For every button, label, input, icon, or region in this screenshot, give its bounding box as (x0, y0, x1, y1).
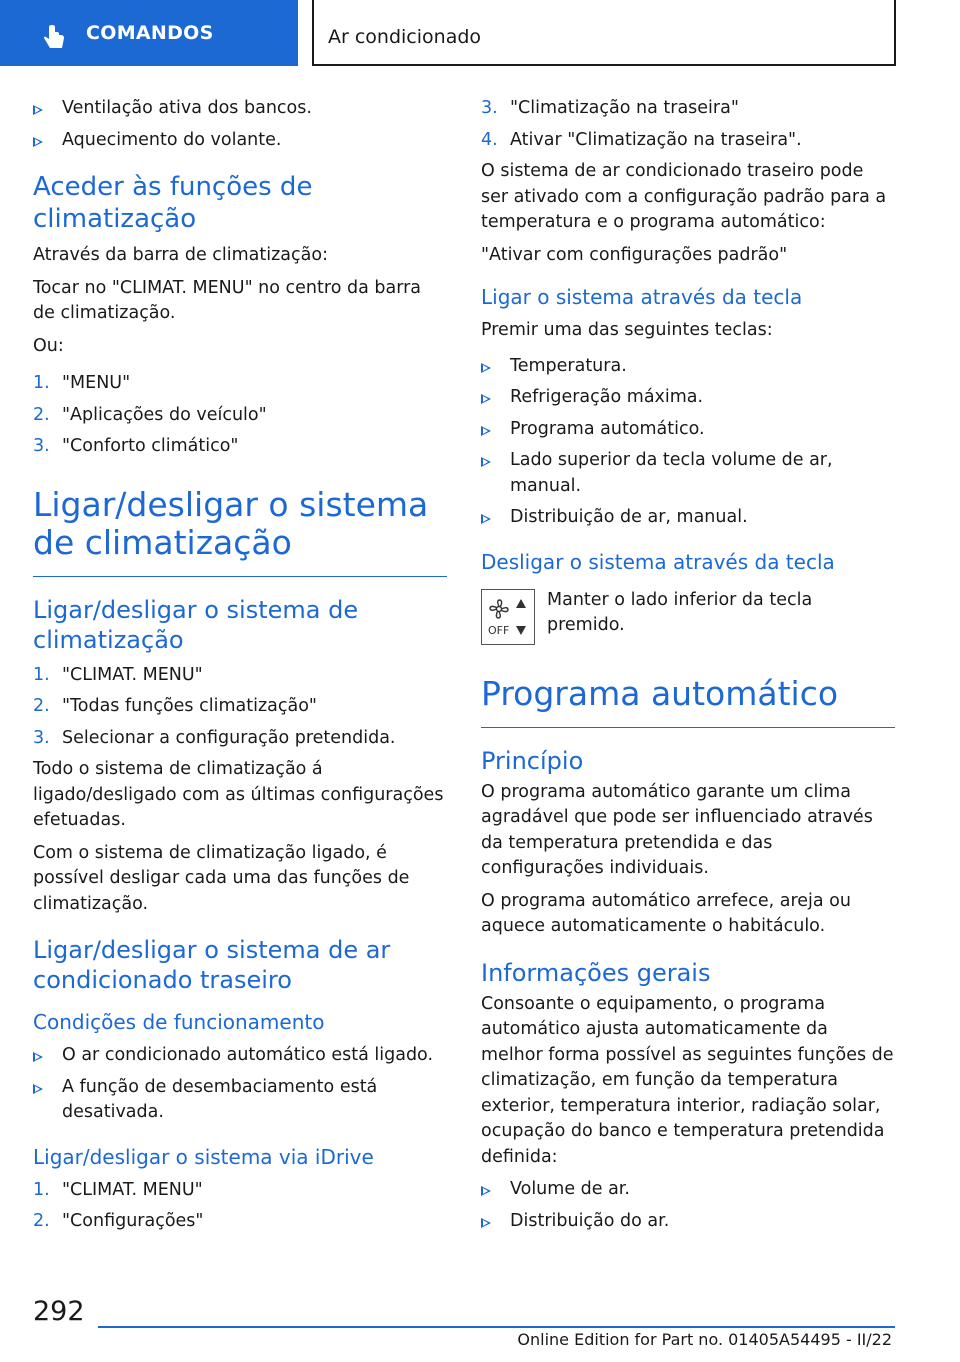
list-item: Ventilação ativa dos bancos. (33, 96, 447, 122)
heading-access-functions: Aceder às funções de climatização (33, 172, 313, 234)
list-item: 1. "MENU" (33, 373, 131, 393)
list-item: Programa automático. (481, 417, 895, 443)
section-tab (312, 0, 896, 66)
heading-auto-program: Programa automático (481, 675, 895, 728)
edition-note: Online Edition for Part no. 01405A54495 - II/22 (517, 1330, 892, 1349)
list-item: 3. Selecionar a configuração pretendida. (33, 727, 396, 748)
heading-principle: Princípio (481, 746, 584, 775)
list-item: 4. Ativar "Climatização na traseira". (481, 129, 802, 150)
list-item: 2. "Todas funções climatização" (33, 696, 317, 716)
heading-idrive: Ligar/desligar o sistema via iDrive (33, 1144, 374, 1169)
hand-pointer-icon (40, 24, 68, 52)
heading-conditions: Condições de funcionamento (33, 1010, 325, 1034)
list-item: Volume de ar. (481, 1177, 895, 1203)
arrow-up-icon (516, 599, 526, 608)
list-item: Temperatura. (481, 354, 895, 380)
list-item: 3. "Conforto climático" (33, 436, 239, 456)
list-item: 3. "Climatização na traseira" (481, 98, 739, 118)
paragraph: Todo o sistema de climatização á ligado/desligado com as últimas configurações efetuadas. (33, 759, 444, 830)
paragraph: Manter o lado inferior da tecla premido. (547, 589, 813, 635)
heading-key-off: Desligar o sistema através da tecla (481, 549, 835, 574)
bullet-triangle-icon (33, 1052, 43, 1062)
bullet-triangle-icon (481, 394, 491, 404)
paragraph: O programa automático arrefece, areja ou aquece automaticamente o habitáculo. (481, 890, 851, 936)
list-item: 2. "Aplicações do veículo" (33, 404, 267, 425)
paragraph: Consoante o equipamento, o programa automático ajusta automaticamente da melhor forma possível as seguintes funções de climatização, em função da temperatura exterior, temperatura interior, radiação solar, ocupação do banco e temperatura pretendida definida: (481, 993, 894, 1167)
list-item: Refrigeração máxima. (481, 385, 895, 411)
paragraph: Premir uma das seguintes teclas: (481, 320, 773, 340)
list-item: O ar condicionado automático está ligado. (33, 1043, 447, 1069)
paragraph: O programa automático garante um clima agradável que pode ser influenciado através da temperatura pretendida e das configurações individuais. (481, 781, 873, 878)
bullet-triangle-icon (481, 1218, 491, 1228)
left-column (33, 96, 447, 1241)
heading-onoff-main: Ligar/desligar o sistema de climatização (33, 486, 447, 577)
bullet-triangle-icon (33, 1084, 43, 1094)
list-item: Distribuição de ar, manual. (481, 505, 895, 531)
chapter-tab (0, 0, 298, 66)
list-item: A função de desembaciamento está desativada. (33, 1075, 447, 1126)
arrow-down-icon (516, 626, 526, 635)
footer-divider (98, 1326, 895, 1328)
bullet-triangle-icon (33, 137, 43, 147)
list-item: Aquecimento do volante. (33, 128, 447, 154)
list-item: 1. "CLIMAT. MENU" (33, 1179, 203, 1200)
list-item: 1. "CLIMAT. MENU" (33, 664, 203, 685)
list-item: Distribuição do ar. (481, 1209, 895, 1235)
paragraph: Com o sistema de climatização ligado, é possível desligar cada uma das funções de climatização. (33, 842, 410, 914)
bullet-triangle-icon (481, 363, 491, 373)
bullet-triangle-icon (481, 457, 491, 467)
bullet-triangle-icon (33, 105, 43, 115)
bullet-triangle-icon (481, 514, 491, 524)
paragraph: "Ativar com configurações padrão" (481, 244, 788, 265)
bullet-triangle-icon (481, 426, 491, 436)
page-number: 292 (33, 1296, 85, 1327)
off-label: OFF (488, 623, 510, 637)
paragraph: O sistema de ar condicionado traseiro pode ser ativado com a configuração padrão para a temperatura e o programa automático: (481, 161, 887, 232)
heading-key-on: Ligar o sistema através da tecla (481, 285, 803, 309)
off-key-row (481, 583, 895, 663)
list-item: 2. "Configurações" (33, 1211, 204, 1231)
list-item: Lado superior da tecla volume de ar, manual. (481, 448, 895, 499)
paragraph: Através da barra de climatização: (33, 245, 328, 265)
section-label: Ar condicionado (328, 26, 482, 48)
right-column (481, 96, 895, 1240)
heading-rear-ac: Ligar/desligar o sistema de ar condicionado traseiro (33, 936, 391, 994)
heading-onoff-sub: Ligar/desligar o sistema de climatização (33, 595, 359, 654)
paragraph: Tocar no "CLIMAT. MENU" no centro da barra de climatização. (33, 277, 421, 323)
fan-off-key-icon (481, 589, 535, 645)
chapter-label: COMANDOS (86, 22, 214, 44)
paragraph: Ou: (33, 335, 64, 356)
page-header (0, 0, 960, 66)
fan-icon (488, 598, 510, 620)
bullet-triangle-icon (481, 1186, 491, 1196)
heading-general-info: Informações gerais (481, 958, 711, 987)
